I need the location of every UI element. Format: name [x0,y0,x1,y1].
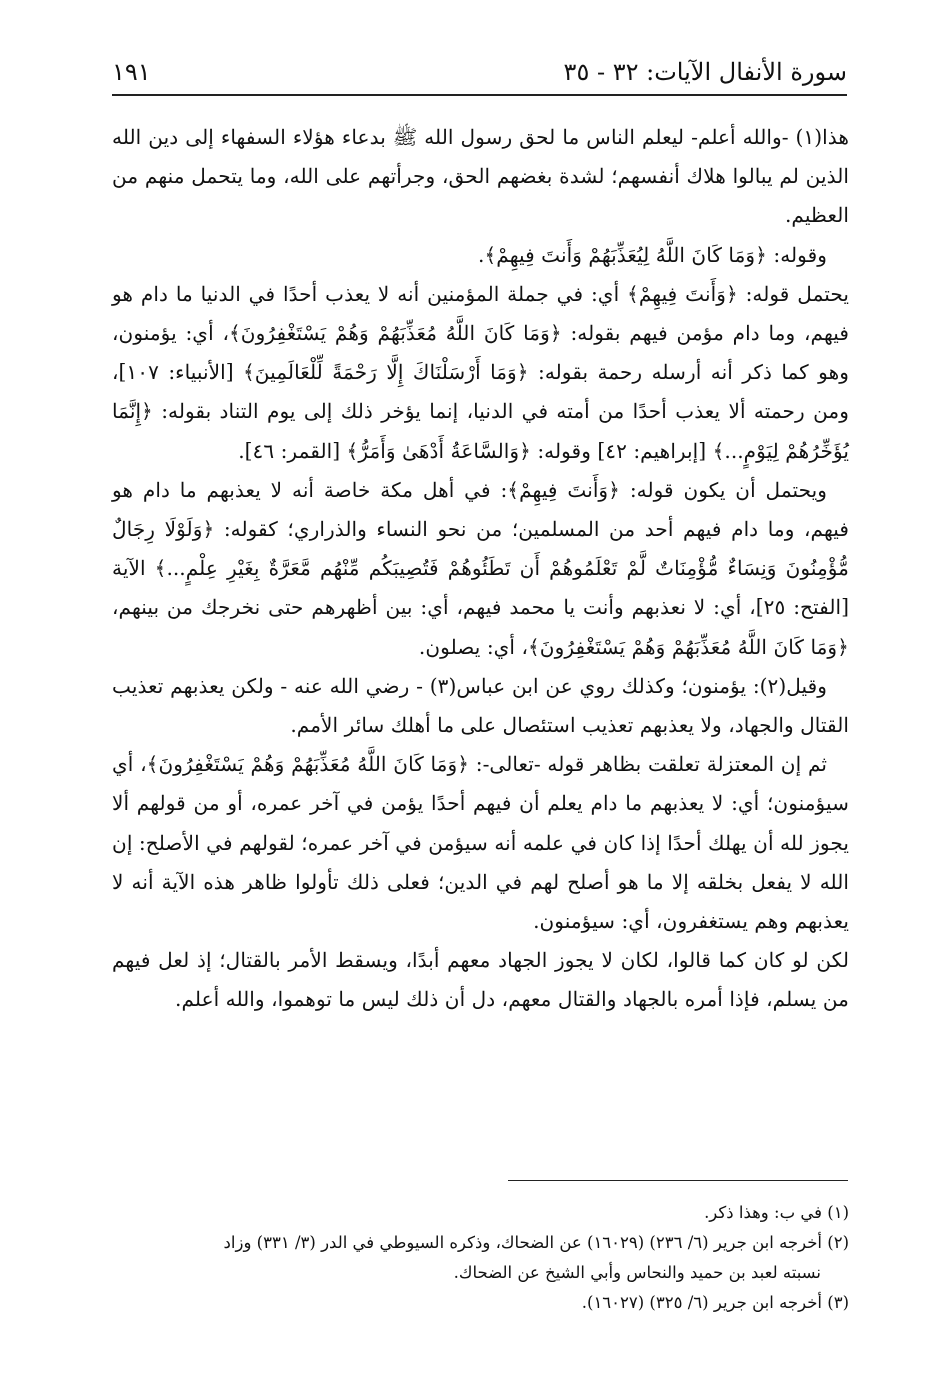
paragraph: وقوله: ﴿وَمَا كَانَ اللَّهُ لِيُعَذِّبَهُمْ وَأَنتَ فِيهِمْ﴾. [478,242,827,267]
paragraph: هذا(١) -والله أعلم- ليعلم الناس ما لحق رسول الله ﷺ بدعاء هؤلاء السفهاء إلى دين الله الذين لم يبالوا هلاك أنفسهم؛ لشدة بغضهم الحق، وجرأتهم على الله، وما يتحمل منهم من العظيم. [112,125,849,228]
footnote: (٢) أخرجه ابن جرير (٦/ ٢٣٦) (١٦٠٢٩) عن الضحاك، وذكره السيوطي في الدر (٣/ ٣٣١) وزاد [223,1233,849,1252]
footnote: (٣) أخرجه ابن جرير (٦/ ٣٢٥) (١٦٠٢٧). [581,1293,849,1312]
running-header [112,50,847,96]
paragraph: يحتمل قوله: ﴿وَأَنتَ فِيهِمْ﴾ أي: في جملة المؤمنين أنه لا يعذب أحدًا في الدنيا ما دام هو فيهم، وما دام مؤمن فيهم بقوله: ﴿وَمَا كَانَ اللَّهُ مُعَذِّبَهُمْ وَهُمْ يَسْتَغْفِرُونَ﴾، أي: يؤمنون، وهو كما ذكر أنه أرسله رحمة بقوله: ﴿وَمَا أَرْسَلْنَاكَ إِلَّا رَحْمَةً لِّلْعَالَمِينَ﴾ [الأنبياء: ١٠٧]، ومن رحمته ألا يعذب أحدًا من أمته في الدنيا، إنما يؤخر ذلك إلى يوم التناد بقوله: ﴿إِنَّمَا يُؤَخِّرُهُمْ لِيَوْمٍ...﴾ [إبراهيم: ٤٢] وقوله: ﴿وَالسَّاعَةُ أَدْهَىٰ وَأَمَرُّ﴾ [القمر: ٤٦]. [112,281,849,463]
paragraph: ويحتمل أن يكون قوله: ﴿وَأَنتَ فِيهِمْ﴾: في أهل مكة خاصة أنه لا يعذبهم ما دام هو فيهم، وما دام فيهم أحد من المسلمين؛ من نحو النساء والذراري؛ كقوله: ﴿وَلَوْلَا رِجَالٌ مُّؤْمِنُونَ وَنِسَاءٌ مُّؤْمِنَاتٌ لَّمْ تَعْلَمُوهُمْ أَن تَطَئُوهُمْ فَتُصِيبَكُم مِّنْهُم مَّعَرَّةٌ بِغَيْرِ عِلْمٍ...﴾ الآية [الفتح: ٢٥]، أي: لا نعذبهم وأنت يا محمد فيهم، أي: بين أظهرهم حتى نخرجك من بينهم، ﴿وَمَا كَانَ اللَّهُ مُعَذِّبَهُمْ وَهُمْ يَسْتَغْفِرُونَ﴾، أي: يصلون. [112,477,849,659]
paragraph: لكن لو كان كما قالوا، لكان لا يجوز الجهاد معهم أبدًا، ويسقط الأمر بالقتال؛ إذ لعل فيهم من يسلم، فإذا أمره بالجهاد والقتال معهم، دل أن ذلك ليس ما توهموا، والله أعلم. [112,948,849,1012]
footnotes [112,1198,849,1318]
main-text [112,118,849,1020]
page-number: ١٩١ [112,58,151,86]
paragraph: وقيل(٢): يؤمنون؛ وكذلك روي عن ابن عباس(٣) - رضي الله عنه - ولكن يعذبهم تعذيب القتال والجهاد، ولا يعذبهم تعذيب استئصال على ما أهلك سائر الأمم. [112,673,849,738]
footnote-continuation: نسبته لعبد بن حميد والنحاس وأبي الشيخ عن الضحاك. [453,1263,821,1282]
footnote: (١) في ب: وهذا ذكر. [704,1203,849,1222]
paragraph: ثم إن المعتزلة تعلقت بظاهر قوله -تعالى-: ﴿وَمَا كَانَ اللَّهُ مُعَذِّبَهُمْ وَهُمْ يَسْتَغْفِرُونَ﴾، أي سيؤمنون؛ أي: لا يعذبهم ما دام يعلم أن فيهم أحدًا يؤمن في آخر عمره، أو من قولهم ألا يجوز لله أن يهلك أحدًا إذا كان في علمه أنه سيؤمن في آخر عمره؛ لقولهم في الأصلح: إن الله لا يفعل بخلقه إلا ما هو أصلح لهم في الدين؛ فعلى ذلك تأولوا ظاهر هذه الآية أنه لا يعذبهم وهم يستغفرون، أي: سيؤمنون. [112,752,849,934]
footnote-separator [508,1180,848,1181]
surah-title: سورة الأنفال الآيات: ٣٢ - ٣٥ [563,58,847,86]
